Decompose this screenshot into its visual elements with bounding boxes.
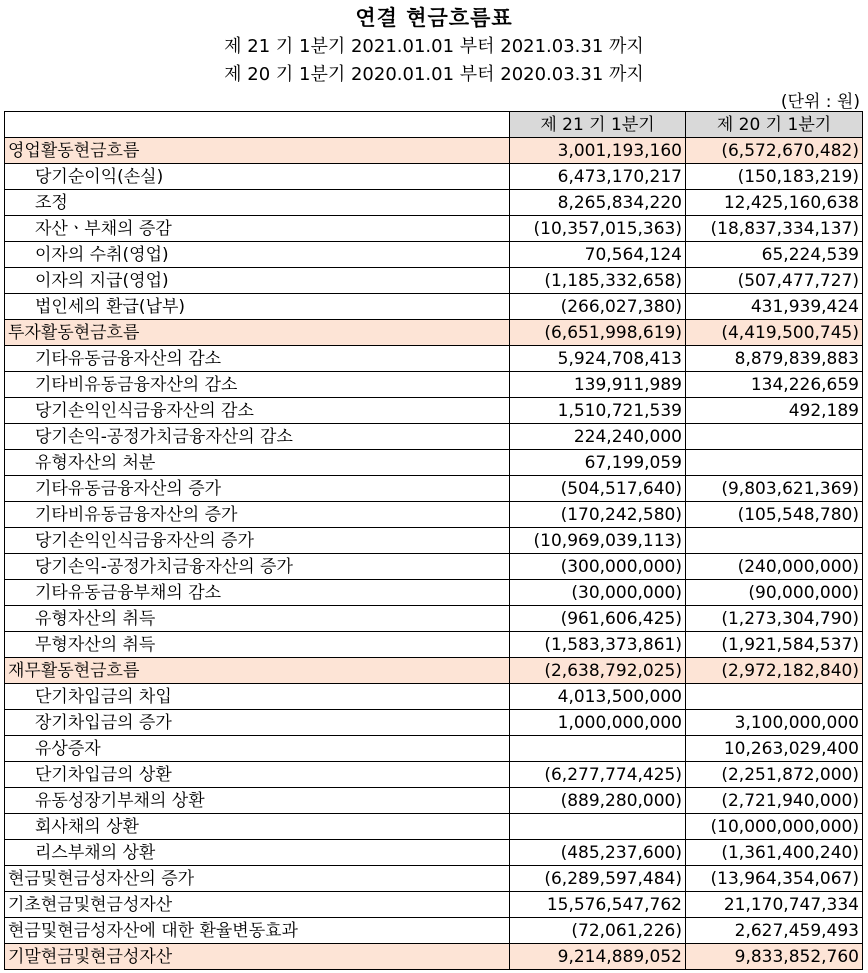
row-label: 무형자산의 취득 — [5, 632, 510, 658]
table-row — [5, 814, 863, 840]
header-label-col — [5, 112, 510, 138]
row-label: 기말현금및현금성자산 — [5, 944, 510, 970]
current-period-value: (485,237,600) — [510, 840, 686, 866]
prior-period-value: 65,224,539 — [686, 242, 863, 268]
row-label: 리스부채의 상환 — [5, 840, 510, 866]
current-period-value: (961,606,425) — [510, 606, 686, 632]
prior-period-value — [686, 528, 863, 554]
prior-period-value: 8,879,839,883 — [686, 346, 863, 372]
current-period-value: (2,638,792,025) — [510, 658, 686, 684]
current-period-value: (10,969,039,113) — [510, 528, 686, 554]
current-period-value: 70,564,124 — [510, 242, 686, 268]
prior-period-value: (10,000,000,000) — [686, 814, 863, 840]
row-label: 유상증자 — [5, 736, 510, 762]
current-period-value: (72,061,226) — [510, 918, 686, 944]
current-period-value: 6,473,170,217 — [510, 164, 686, 190]
prior-period-value: (13,964,354,067) — [686, 866, 863, 892]
current-period-value: 8,265,834,220 — [510, 190, 686, 216]
prior-period-value — [686, 424, 863, 450]
prior-period-value: (2,972,182,840) — [686, 658, 863, 684]
table-body — [5, 138, 863, 970]
prior-period-value: (1,273,304,790) — [686, 606, 863, 632]
row-label: 회사채의 상환 — [5, 814, 510, 840]
table-row — [5, 138, 863, 164]
prior-period-value: 9,833,852,760 — [686, 944, 863, 970]
table-row — [5, 242, 863, 268]
prior-period-value — [686, 684, 863, 710]
row-label: 당기손익인식금융자산의 증가 — [5, 528, 510, 554]
row-label: 재무활동현금흐름 — [5, 658, 510, 684]
row-label: 자산ㆍ부채의 증감 — [5, 216, 510, 242]
prior-period-value: 2,627,459,493 — [686, 918, 863, 944]
current-period-value — [510, 736, 686, 762]
table-row — [5, 502, 863, 528]
table-row — [5, 840, 863, 866]
table-row — [5, 372, 863, 398]
table-row — [5, 320, 863, 346]
report-title: 연결 현금흐름표 — [355, 6, 513, 30]
current-period-value: 9,214,889,052 — [510, 944, 686, 970]
prior-period-value: (240,000,000) — [686, 554, 863, 580]
current-period-value: (889,280,000) — [510, 788, 686, 814]
prior-period-value: (90,000,000) — [686, 580, 863, 606]
table-header-row — [5, 112, 863, 138]
table-row — [5, 398, 863, 424]
current-period-value: 1,000,000,000 — [510, 710, 686, 736]
current-period-value: (30,000,000) — [510, 580, 686, 606]
row-label: 기타비유동금융자산의 증가 — [5, 502, 510, 528]
prior-period-value: (2,251,872,000) — [686, 762, 863, 788]
prior-period-value: 134,226,659 — [686, 372, 863, 398]
current-period-value: (1,583,373,861) — [510, 632, 686, 658]
prior-period-value: (1,361,400,240) — [686, 840, 863, 866]
table-row — [5, 736, 863, 762]
prior-period-value: 21,170,747,334 — [686, 892, 863, 918]
current-period-value: (6,289,597,484) — [510, 866, 686, 892]
table-row — [5, 294, 863, 320]
table-row — [5, 190, 863, 216]
row-label: 법인세의 환급(납부) — [5, 294, 510, 320]
current-period-value: (170,242,580) — [510, 502, 686, 528]
current-period-value: (300,000,000) — [510, 554, 686, 580]
table-row — [5, 918, 863, 944]
current-period-value: (6,277,774,425) — [510, 762, 686, 788]
table-row — [5, 268, 863, 294]
row-label: 현금및현금성자산에 대한 환율변동효과 — [5, 918, 510, 944]
prior-period-value: (9,803,621,369) — [686, 476, 863, 502]
row-label: 단기차입금의 상환 — [5, 762, 510, 788]
table-row — [5, 606, 863, 632]
prior-period-value: (105,548,780) — [686, 502, 863, 528]
row-label: 유동성장기부채의 상환 — [5, 788, 510, 814]
current-period-value: (504,517,640) — [510, 476, 686, 502]
period-prior: 제 20 기 1분기 2020.01.01 부터 2020.03.31 까지 — [224, 64, 644, 85]
current-period-value: 4,013,500,000 — [510, 684, 686, 710]
prior-period-value: 3,100,000,000 — [686, 710, 863, 736]
header-prior-period: 제 20 기 1분기 — [686, 112, 863, 138]
row-label: 기초현금및현금성자산 — [5, 892, 510, 918]
prior-period-value — [686, 450, 863, 476]
row-label: 기타비유동금융자산의 감소 — [5, 372, 510, 398]
table-row — [5, 424, 863, 450]
table-row — [5, 346, 863, 372]
row-label: 단기차입금의 차입 — [5, 684, 510, 710]
table-row — [5, 450, 863, 476]
row-label: 당기손익인식금융자산의 감소 — [5, 398, 510, 424]
table-row — [5, 710, 863, 736]
table-row — [5, 554, 863, 580]
current-period-value: 224,240,000 — [510, 424, 686, 450]
current-period-value: 67,199,059 — [510, 450, 686, 476]
table-row — [5, 944, 863, 970]
table-row — [5, 632, 863, 658]
table-row — [5, 216, 863, 242]
row-label: 현금및현금성자산의 증가 — [5, 866, 510, 892]
cash-flow-table — [4, 111, 863, 970]
table-row — [5, 684, 863, 710]
prior-period-value: (150,183,219) — [686, 164, 863, 190]
row-label: 당기손익-공정가치금융자산의 감소 — [5, 424, 510, 450]
prior-period-value: (6,572,670,482) — [686, 138, 863, 164]
row-label: 이자의 수취(영업) — [5, 242, 510, 268]
table-row — [5, 866, 863, 892]
row-label: 이자의 지급(영업) — [5, 268, 510, 294]
current-period-value: (1,185,332,658) — [510, 268, 686, 294]
current-period-value: 1,510,721,539 — [510, 398, 686, 424]
row-label: 당기손익-공정가치금융자산의 증가 — [5, 554, 510, 580]
row-label: 당기순이익(손실) — [5, 164, 510, 190]
prior-period-value: (1,921,584,537) — [686, 632, 863, 658]
row-label: 유형자산의 처분 — [5, 450, 510, 476]
table-row — [5, 528, 863, 554]
current-period-value: 5,924,708,413 — [510, 346, 686, 372]
current-period-value: 15,576,547,762 — [510, 892, 686, 918]
row-label: 기타유동금융자산의 감소 — [5, 346, 510, 372]
row-label: 영업활동현금흐름 — [5, 138, 510, 164]
prior-period-value: 492,189 — [686, 398, 863, 424]
table-row — [5, 892, 863, 918]
table-row — [5, 164, 863, 190]
table-row — [5, 580, 863, 606]
current-period-value — [510, 814, 686, 840]
prior-period-value: 12,425,160,638 — [686, 190, 863, 216]
header-current-period: 제 21 기 1분기 — [510, 112, 686, 138]
prior-period-value: 10,263,029,400 — [686, 736, 863, 762]
table-row — [5, 476, 863, 502]
row-label: 기타유동금융부채의 감소 — [5, 580, 510, 606]
unit-label: (단위 : 원) — [780, 92, 860, 112]
current-period-value: (10,357,015,363) — [510, 216, 686, 242]
row-label: 유형자산의 취득 — [5, 606, 510, 632]
current-period-value: (266,027,380) — [510, 294, 686, 320]
current-period-value: 3,001,193,160 — [510, 138, 686, 164]
prior-period-value: (18,837,334,137) — [686, 216, 863, 242]
current-period-value: (6,651,998,619) — [510, 320, 686, 346]
row-label: 투자활동현금흐름 — [5, 320, 510, 346]
current-period-value: 139,911,989 — [510, 372, 686, 398]
row-label: 장기차입금의 증가 — [5, 710, 510, 736]
prior-period-value: (2,721,940,000) — [686, 788, 863, 814]
table-row — [5, 658, 863, 684]
prior-period-value: 431,939,424 — [686, 294, 863, 320]
period-current: 제 21 기 1분기 2021.01.01 부터 2021.03.31 까지 — [224, 36, 644, 57]
row-label: 기타유동금융자산의 증가 — [5, 476, 510, 502]
prior-period-value: (4,419,500,745) — [686, 320, 863, 346]
row-label: 조정 — [5, 190, 510, 216]
table-row — [5, 762, 863, 788]
table-row — [5, 788, 863, 814]
prior-period-value: (507,477,727) — [686, 268, 863, 294]
